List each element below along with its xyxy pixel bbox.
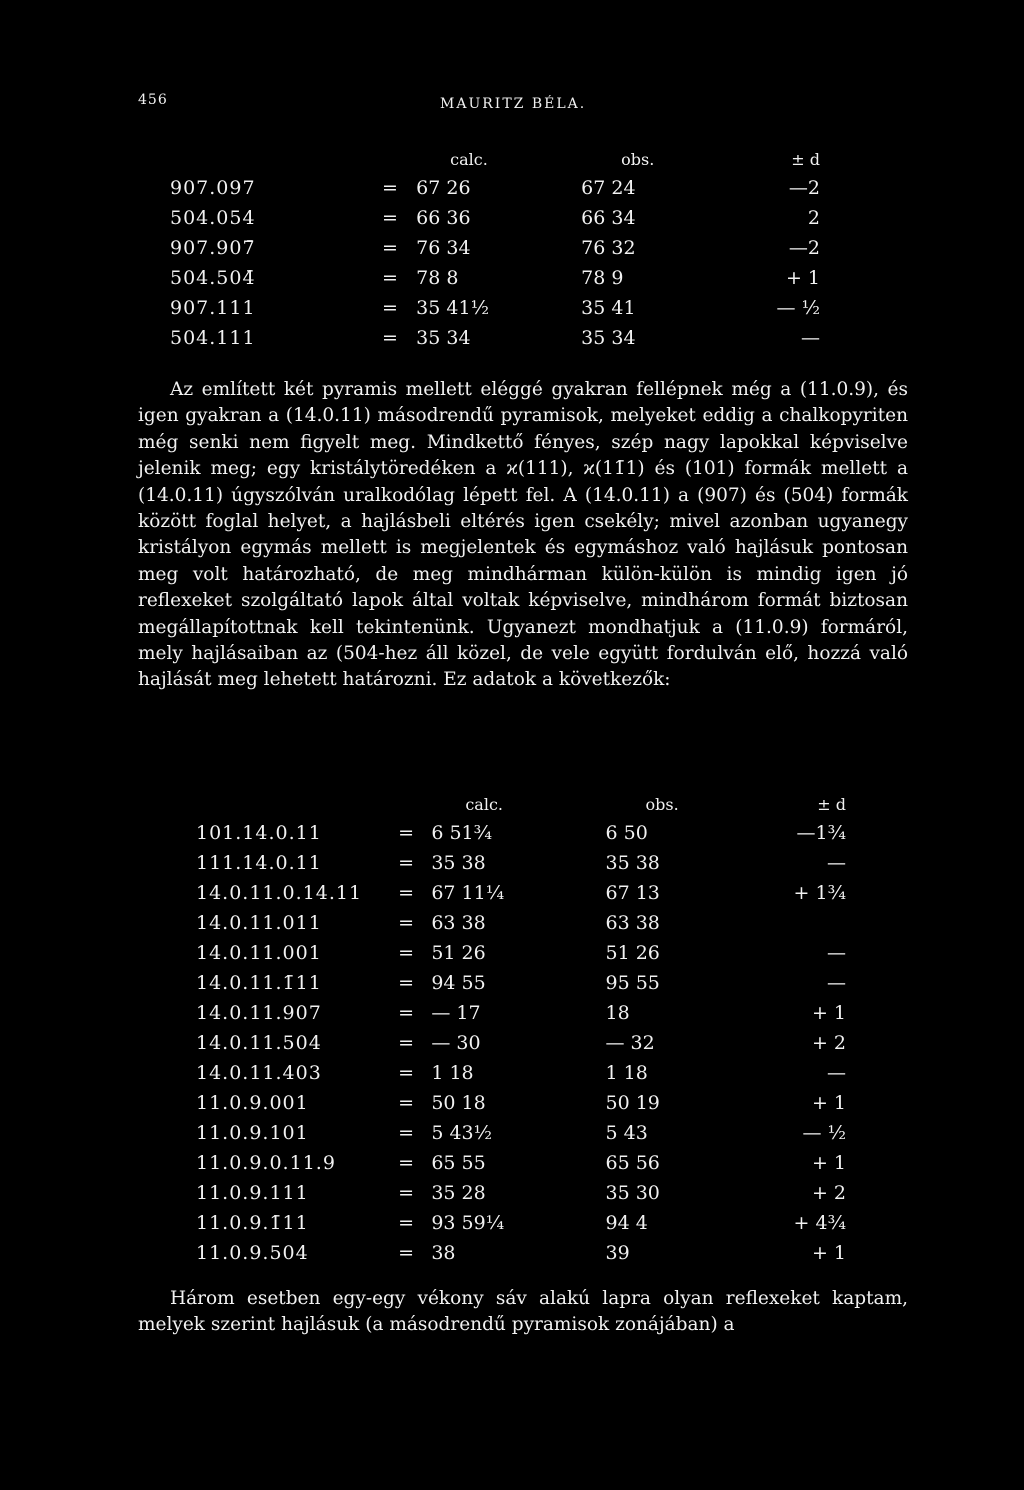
calc-value: 67 11¼ bbox=[431, 882, 505, 904]
equals-sign: = bbox=[398, 882, 415, 904]
table-row bbox=[196, 1028, 846, 1058]
calc-value: 67 26 bbox=[416, 177, 471, 199]
table-row bbox=[196, 1058, 846, 1088]
deviation-value: — ½ bbox=[776, 297, 820, 319]
table-row bbox=[196, 938, 846, 968]
table-row bbox=[196, 1148, 846, 1178]
equals-sign: = bbox=[398, 852, 415, 874]
obs-value: 76 32 bbox=[581, 237, 636, 259]
calc-header: calc. bbox=[450, 149, 488, 169]
equals-sign: = bbox=[381, 327, 398, 349]
deviation-value: — bbox=[827, 1062, 846, 1084]
obs-header: obs. bbox=[645, 794, 679, 814]
table-row bbox=[170, 203, 820, 233]
deviation-value: —2 bbox=[788, 237, 820, 259]
calc-value: — 30 bbox=[431, 1032, 481, 1054]
calc-value: 35 38 bbox=[431, 852, 486, 874]
paragraph-text: Három esetben egy-egy vékony sáv alakú lapra olyan reflexeket kaptam, melyek szerint hajlásuk (a másodrendű pyramisok zonájában) a bbox=[138, 1288, 908, 1336]
table-row bbox=[170, 263, 820, 293]
equals-sign: = bbox=[398, 1212, 415, 1234]
body-paragraph-2 bbox=[138, 1286, 908, 1339]
deviation-header: ± d bbox=[817, 794, 846, 814]
deviation-value: + 1¾ bbox=[793, 882, 846, 904]
obs-value: 94 4 bbox=[605, 1212, 648, 1234]
table-row bbox=[170, 233, 820, 263]
row-label: 14.0.11.403 bbox=[196, 1062, 322, 1084]
obs-value: 1 18 bbox=[605, 1062, 648, 1084]
deviation-value: — bbox=[827, 942, 846, 964]
table-row bbox=[196, 1208, 846, 1238]
row-label: 11.0.9.0.11.9 bbox=[196, 1152, 336, 1174]
row-label: 907.907̄ bbox=[170, 237, 256, 259]
deviation-value: 2 bbox=[807, 207, 820, 229]
obs-value: 5 43 bbox=[605, 1122, 648, 1144]
equals-sign: = bbox=[398, 1002, 415, 1024]
calc-value: 66 36 bbox=[416, 207, 471, 229]
equals-sign: = bbox=[398, 972, 415, 994]
obs-value: 6 50 bbox=[605, 822, 648, 844]
deviation-value: —2 bbox=[788, 177, 820, 199]
obs-value: 35 41 bbox=[581, 297, 636, 319]
calc-value: 63 38 bbox=[431, 912, 486, 934]
deviation-value: — ½ bbox=[802, 1122, 846, 1144]
deviation-value: + 1 bbox=[785, 267, 820, 289]
deviation-value: — bbox=[827, 972, 846, 994]
table-row bbox=[196, 1178, 846, 1208]
row-label: 14.0.11.907 bbox=[196, 1002, 322, 1024]
obs-value: 65 56 bbox=[605, 1152, 660, 1174]
row-label: 111.14.0.11 bbox=[196, 852, 322, 874]
equals-sign: = bbox=[398, 1032, 415, 1054]
calc-value: 35 41½ bbox=[416, 297, 489, 319]
calc-header: calc. bbox=[465, 794, 504, 814]
table-row bbox=[170, 323, 820, 353]
body-paragraph-1 bbox=[138, 377, 908, 694]
deviation-value: + 1 bbox=[811, 1092, 846, 1114]
row-label: 14.0.11.011 bbox=[196, 912, 322, 934]
deviation-value: + 2 bbox=[811, 1182, 846, 1204]
table-header-row bbox=[196, 790, 846, 818]
eq-header bbox=[398, 790, 431, 818]
row-label: 14.0.11.1̄11 bbox=[196, 972, 322, 994]
equals-sign: = bbox=[381, 207, 398, 229]
equals-sign: = bbox=[381, 297, 398, 319]
calc-value: 1 18 bbox=[431, 1062, 474, 1084]
obs-value: 63 38 bbox=[605, 912, 660, 934]
equals-sign: = bbox=[398, 822, 415, 844]
calc-value: 76 34 bbox=[416, 237, 471, 259]
deviation-value: — bbox=[801, 327, 820, 349]
calc-value: 51 26 bbox=[431, 942, 486, 964]
calc-value: 38 bbox=[431, 1242, 456, 1264]
obs-value: 18 bbox=[605, 1002, 630, 1024]
row-label: 907.111 bbox=[170, 297, 256, 319]
table-row bbox=[196, 908, 846, 938]
deviation-header: ± d bbox=[791, 149, 820, 169]
equals-sign: = bbox=[381, 177, 398, 199]
calc-value: 65 55 bbox=[431, 1152, 486, 1174]
row-label: 14.0.11.001 bbox=[196, 942, 322, 964]
obs-header: obs. bbox=[621, 149, 655, 169]
equals-sign: = bbox=[398, 1242, 415, 1264]
deviation-value: + 4¾ bbox=[793, 1212, 846, 1234]
row-label: 11.0.9.504 bbox=[196, 1242, 309, 1264]
table-row bbox=[196, 968, 846, 998]
equals-sign: = bbox=[398, 1062, 415, 1084]
calc-value: 6 51¾ bbox=[431, 822, 493, 844]
deviation-value: + 2 bbox=[811, 1032, 846, 1054]
row-label: 101.14.0.11 bbox=[196, 822, 322, 844]
calc-value: 93 59¼ bbox=[431, 1212, 505, 1234]
obs-value: 50 19 bbox=[605, 1092, 660, 1114]
measurement-table-1 bbox=[170, 145, 820, 353]
row-label: 504.111 bbox=[170, 327, 256, 349]
equals-sign: = bbox=[398, 942, 415, 964]
row-label: 14.0.11.504 bbox=[196, 1032, 322, 1054]
table-row bbox=[196, 998, 846, 1028]
row-label: 11.0.9.001 bbox=[196, 1092, 309, 1114]
row-label: 11.0.9.1̄11 bbox=[196, 1212, 309, 1234]
calc-value: 5 43½ bbox=[431, 1122, 493, 1144]
table-row bbox=[196, 878, 846, 908]
obs-value: 67 24 bbox=[581, 177, 636, 199]
calc-value: 35 28 bbox=[431, 1182, 486, 1204]
equals-sign: = bbox=[398, 912, 415, 934]
obs-value: 39 bbox=[605, 1242, 630, 1264]
table-row bbox=[170, 173, 820, 203]
row-label: 14.0.11.0.14.11 bbox=[196, 882, 363, 904]
obs-value: 35 38 bbox=[605, 852, 660, 874]
row-label: 504.054 bbox=[170, 207, 256, 229]
table-row bbox=[170, 293, 820, 323]
calc-value: — 17 bbox=[431, 1002, 481, 1024]
obs-value: 35 30 bbox=[605, 1182, 660, 1204]
equals-sign: = bbox=[398, 1152, 415, 1174]
calc-value: 94 55 bbox=[431, 972, 486, 994]
obs-value: 78 9 bbox=[581, 267, 624, 289]
table-row bbox=[196, 818, 846, 848]
label-header bbox=[170, 145, 382, 173]
obs-value: 67 13 bbox=[605, 882, 660, 904]
row-label: 11.0.9.101 bbox=[196, 1122, 309, 1144]
paragraph-text: Az említett két pyramis mellett eléggé gyakran fellépnek még a (11.0.9), és igen gyakran a (14.0.11) másodrendű pyramisok, melyeket eddig a chalkopyriten még senki nem figyelt meg. Mindkettő fényes, szép nagy lapokkal képviselve jelenik meg; egy kristálytöredéken a ϰ(111), ϰ(11̄1) és (101) formák mellett a (14.0.11) úgyszólván uralkodólag lépett fel. A (14.0.11) a (907) és (504) formák között foglal helyet, a hajlásbeli eltérés igen csekély; mivel azonban ugyanegy kristályon egymás mellett is megjelentek és egymáshoz való hajlásuk pontosan meg volt határozható, de meg mindhárman külön-külön is mindig igen jó reflexeket szolgáltató lapok által voltak képviselve, mindhárom formát biztosan megállapítottnak kell tekintenünk. Ugyanezt mondhatjuk a (11.0.9) formáról, mely hajlásaiban az (504-hez áll közel, de vele együtt fordulván elő, hozzá való hajlását meg lehetett határozni. Ez adatok a következők: bbox=[138, 379, 908, 691]
deviation-value: + 1 bbox=[811, 1002, 846, 1024]
obs-value: — 32 bbox=[605, 1032, 655, 1054]
page-number: 456 bbox=[138, 92, 168, 108]
running-head: MAURITZ BÉLA. bbox=[440, 96, 587, 112]
row-label: 907.097 bbox=[170, 177, 256, 199]
obs-value: 35 34 bbox=[581, 327, 636, 349]
measurement-table-2 bbox=[196, 790, 846, 1268]
table-row bbox=[196, 1238, 846, 1268]
table-row bbox=[196, 1088, 846, 1118]
row-label: 11.0.9.111 bbox=[196, 1182, 309, 1204]
table-header-row bbox=[170, 145, 820, 173]
obs-value: 66 34 bbox=[581, 207, 636, 229]
table-row bbox=[196, 1118, 846, 1148]
equals-sign: = bbox=[398, 1092, 415, 1114]
calc-value: 50 18 bbox=[431, 1092, 486, 1114]
equals-sign: = bbox=[381, 237, 398, 259]
deviation-value bbox=[770, 908, 846, 938]
deviation-value: — bbox=[827, 852, 846, 874]
calc-value: 78 8 bbox=[416, 267, 459, 289]
deviation-value: —1¾ bbox=[796, 822, 846, 844]
equals-sign: = bbox=[381, 267, 398, 289]
eq-header bbox=[382, 145, 416, 173]
table-row bbox=[196, 848, 846, 878]
label-header bbox=[196, 790, 398, 818]
deviation-value: + 1 bbox=[811, 1242, 846, 1264]
row-label: 504.504̄ bbox=[170, 267, 256, 289]
obs-value: 51 26 bbox=[605, 942, 660, 964]
equals-sign: = bbox=[398, 1122, 415, 1144]
equals-sign: = bbox=[398, 1182, 415, 1204]
obs-value: 95 55 bbox=[605, 972, 660, 994]
deviation-value: + 1 bbox=[811, 1152, 846, 1174]
calc-value: 35 34 bbox=[416, 327, 471, 349]
